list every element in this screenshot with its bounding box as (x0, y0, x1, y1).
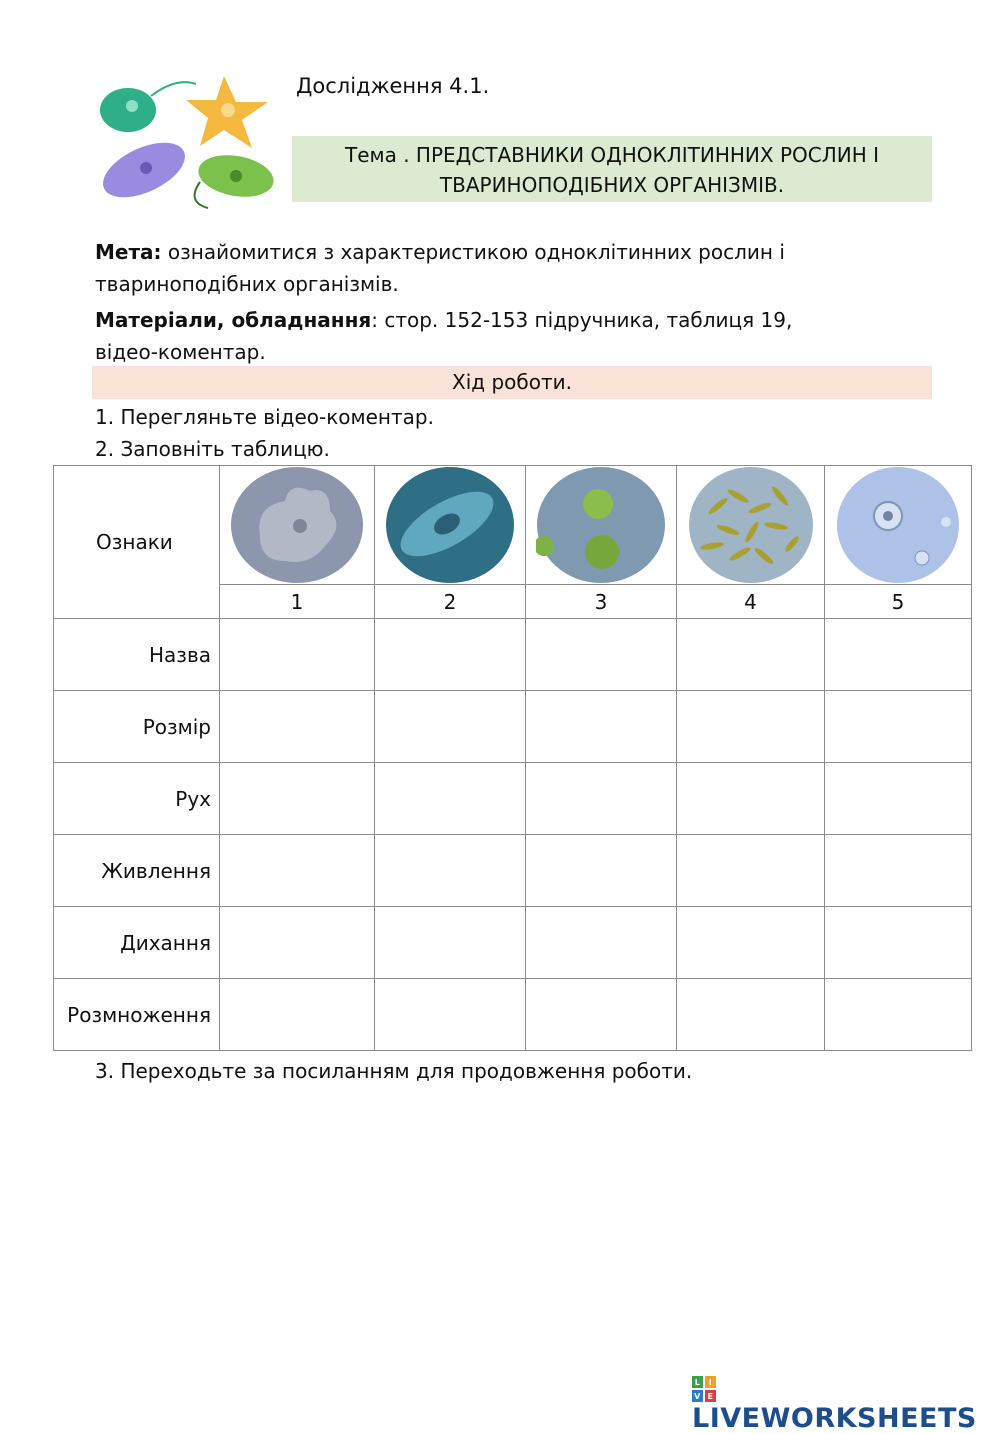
row-label-movement: Рух (54, 763, 220, 835)
image-cell-3 (526, 466, 677, 585)
answer-cell[interactable] (825, 619, 972, 691)
liveworksheets-logo-icon (692, 1376, 716, 1402)
row-label-nutrition: Живлення (54, 835, 220, 907)
liveworksheets-logo (692, 1372, 1000, 1434)
theme-banner (292, 136, 932, 202)
answer-cell[interactable] (825, 907, 972, 979)
answer-cell[interactable] (526, 979, 677, 1051)
goal-text: ознайомитися з характеристикою одноклітинних рослин і (161, 240, 785, 264)
answer-cell[interactable] (375, 691, 526, 763)
answer-cell[interactable] (677, 691, 825, 763)
answer-cell[interactable] (220, 691, 375, 763)
row-label-respiration: Дихання (54, 907, 220, 979)
answer-cell[interactable] (220, 907, 375, 979)
answer-cell[interactable] (220, 979, 375, 1051)
theme-line-2: ТВАРИНОПОДІБНИХ ОРГАНІЗМІВ. (439, 173, 785, 197)
image-cell-1 (220, 466, 375, 585)
answer-cell[interactable] (526, 619, 677, 691)
amoeba-image (230, 466, 364, 584)
chlamydomonas-image (836, 466, 960, 584)
materials-text: : стор. 152-153 підручника, таблиця 19, (371, 308, 793, 332)
image-cell-5 (825, 466, 972, 585)
column-number-4: 4 (677, 585, 825, 619)
answer-cell[interactable] (677, 763, 825, 835)
answer-cell[interactable] (677, 835, 825, 907)
answer-cell[interactable] (825, 691, 972, 763)
euglena-colony-image (688, 466, 814, 584)
answer-cell[interactable] (526, 835, 677, 907)
logo-mark-letter-i: I (708, 1377, 713, 1387)
protozoa-clipart-icon (96, 72, 280, 212)
logo-mark-letter-l: L (694, 1377, 701, 1387)
theme-line-1: Тема . ПРЕДСТАВНИКИ ОДНОКЛІТИННИХ РОСЛИН І (344, 143, 880, 167)
answer-cell[interactable] (526, 763, 677, 835)
row-label-reproduction: Розмноження (54, 979, 220, 1051)
column-number-1: 1 (220, 585, 375, 619)
materials-text-line-2: відео-коментар. (95, 340, 266, 364)
step-3: 3. Переходьте за посиланням для продовження роботи. (95, 1059, 693, 1083)
answer-cell[interactable] (220, 763, 375, 835)
goal-paragraph (95, 236, 915, 300)
row-label-name: Назва (54, 619, 220, 691)
corner-label: Ознаки (96, 530, 173, 554)
answer-cell[interactable] (375, 835, 526, 907)
answer-cell[interactable] (825, 979, 972, 1051)
procedure-heading: Хід роботи. (92, 366, 932, 399)
goal-label: Мета: (95, 240, 162, 264)
answer-cell[interactable] (677, 619, 825, 691)
goal-text-line-2: твариноподібних організмів. (95, 272, 399, 296)
answer-cell[interactable] (526, 907, 677, 979)
image-cell-2 (375, 466, 526, 585)
answer-cell[interactable] (375, 979, 526, 1051)
paramecium-image (385, 466, 515, 584)
step-1: 1. Перегляньте відео-коментар. (95, 405, 434, 429)
logo-mark-letter-e: E (707, 1391, 714, 1401)
logo-text: LIVEWORKSHEETS (692, 1403, 977, 1434)
observation-table (53, 465, 972, 1051)
image-cell-4 (677, 466, 825, 585)
answer-cell[interactable] (375, 619, 526, 691)
research-title: Дослідження 4.1. (296, 74, 490, 98)
answer-cell[interactable] (825, 835, 972, 907)
materials-label: Матеріали, обладнання (95, 308, 372, 332)
answer-cell[interactable] (375, 763, 526, 835)
answer-cell[interactable] (220, 835, 375, 907)
row-label-size: Розмір (54, 691, 220, 763)
answer-cell[interactable] (677, 979, 825, 1051)
column-number-2: 2 (375, 585, 526, 619)
step-2: 2. Заповніть таблицю. (95, 437, 330, 461)
answer-cell[interactable] (677, 907, 825, 979)
answer-cell[interactable] (375, 907, 526, 979)
logo-mark-letter-v: V (694, 1391, 701, 1401)
column-number-3: 3 (526, 585, 677, 619)
column-number-5: 5 (825, 585, 972, 619)
answer-cell[interactable] (825, 763, 972, 835)
answer-cell[interactable] (220, 619, 375, 691)
materials-paragraph (95, 304, 915, 368)
corner-label-cell (54, 466, 220, 619)
answer-cell[interactable] (526, 691, 677, 763)
chlorella-image (536, 466, 666, 584)
